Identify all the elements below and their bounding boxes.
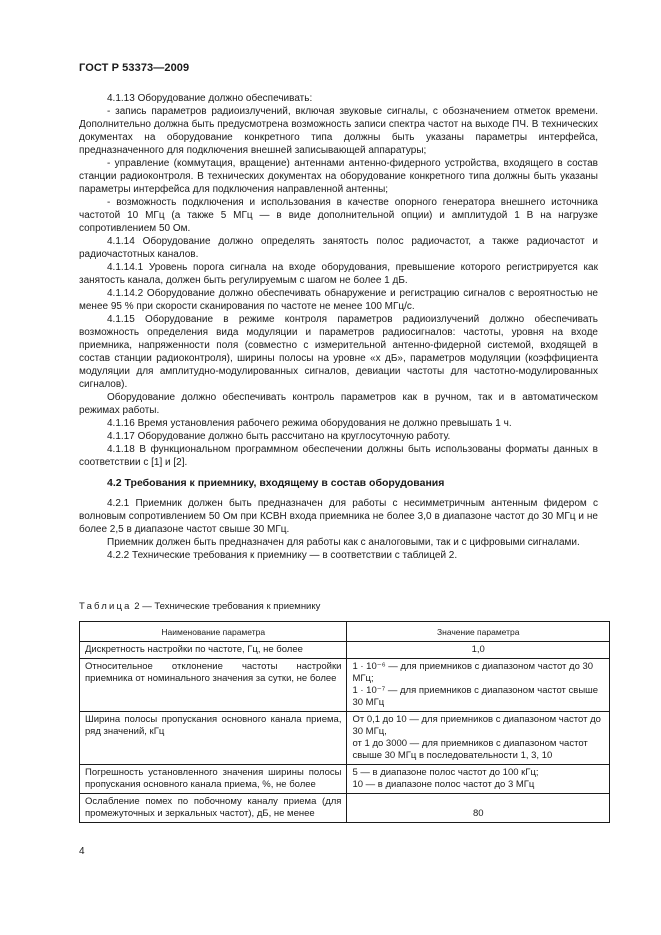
table-row	[80, 765, 610, 794]
table-caption-label: Таблица	[79, 601, 132, 612]
paragraph: - запись параметров радиоизлучений, включая звуковые сигналы, с обозначением отметок времени. Дополнительно должна быть предусмотрена возможность записи спектра частот на выходе ПЧ. В технических документах на оборудование конкретного типа должны быть указаны параметры интерфейса, предназначенного для подключения внешней записывающей аппаратуры;	[79, 106, 598, 156]
parameter-name-cell: Погрешность установленного значения ширины полосы пропускания основного канала приема, %, не более	[80, 765, 347, 794]
paragraph: 4.1.14.2 Оборудование должно обеспечивать обнаружение и регистрацию сигналов с вероятностью не менее 95 % при скорости сканирования по частоте не менее 100 МГц/с.	[79, 288, 598, 312]
table-caption-text: 2 — Технические требования к приемнику	[131, 601, 321, 612]
paragraph: 4.1.14.1 Уровень порога сигнала на входе оборудования, превышение которого регистрируется как занятость канала, должен быть регулируемым с шагом не более 1 дБ.	[79, 262, 598, 286]
paragraph: - управление (коммутация, вращение) антеннами антенно-фидерного устройства, входящего в состав станции радиоконтроля. В технических документах на оборудование конкретного типа должны быть указаны параметры интерфейса для подключения направленной антенны;	[79, 158, 598, 195]
value-line: от 1 до 3000 — для приемников с диапазоном частот свыше 30 МГц в последовательности 1, 3, 10	[352, 738, 588, 761]
value-line: 1 · 10⁻⁷ — для приемников с диапазоном частот свыше 30 МГц	[352, 685, 599, 708]
parameter-value-cell	[347, 642, 610, 659]
paragraph: 4.1.18 В функциональном программном обеспечении должны быть использованы форматы данных в соответствии с [1] и [2].	[79, 444, 598, 468]
table-row	[80, 659, 610, 712]
table-caption	[79, 600, 320, 613]
parameter-value-cell	[347, 712, 610, 765]
paragraph: 4.1.16 Время установления рабочего режима оборудования не должно превышать 1 ч.	[107, 418, 512, 429]
table-row	[80, 712, 610, 765]
document-body	[79, 92, 598, 562]
paragraph: 4.2.2 Технические требования к приемнику — в соответствии с таблицей 2.	[107, 550, 458, 561]
section-heading: 4.2 Требования к приемнику, входящему в состав оборудования	[107, 477, 445, 489]
paragraph: Оборудование должно обеспечивать контроль параметров как в ручном, так и в автоматическом режимах работы.	[79, 392, 598, 416]
paragraph: 4.1.15 Оборудование в режиме контроля параметров радиоизлучений должно обеспечивать возможность определения вида модуляции и параметров радиосигналов: частоты, уровня на входе приемника, напряженности поля (совместно с измерительной антенно-фидерной системой, входящей в состав станции радиоконтроля), ширины полосы на уровне «x дБ», параметров модуляции (коэффициента модуляции для амплитудно-модулированных сигналов, девиации частоты для частотно-модулированных сигналов).	[79, 314, 598, 390]
column-header: Значение параметра	[347, 622, 610, 642]
paragraph: 4.1.14 Оборудование должно определять занятость полос радиочастот, а также радиочастот и радиочастотных каналов.	[79, 236, 598, 260]
parameter-name-cell: Ослабление помех по побочному каналу приема (для промежуточных и зеркальных частот), дБ, не менее	[80, 794, 347, 823]
parameter-value-cell	[347, 794, 610, 823]
table-row	[80, 642, 610, 659]
page-number: 4	[79, 846, 85, 857]
parameter-name-cell: Относительное отклонение частоты настройки приемника от номинального значения за сутки, не более	[80, 659, 347, 712]
value-line: 80	[472, 808, 484, 819]
parameter-name-cell: Дискретность настройки по частоте, Гц, не более	[80, 642, 347, 659]
paragraph: 4.2.1 Приемник должен быть предназначен для работы с несимметричным антенным фидером с волновым сопротивлением 50 Ом при КСВН входа приемника не более 3,0 в диапазоне частот до 30 МГц и не более 2,5 в диапазоне частот свыше 30 МГц.	[79, 498, 598, 535]
paragraph: 4.1.13 Оборудование должно обеспечивать:	[107, 93, 313, 104]
column-header: Наименование параметра	[80, 622, 347, 642]
table-header-row	[80, 622, 610, 642]
value-line: 5 — в диапазоне полос частот до 100 кГц;	[352, 767, 539, 778]
value-line: 10 — в диапазоне полос частот до 3 МГц	[352, 779, 535, 790]
value-line: От 0,1 до 10 — для приемников с диапазоном частот до 30 МГц,	[352, 714, 601, 737]
value-line: 1,0	[471, 644, 485, 655]
requirements-table	[79, 621, 610, 823]
table-row	[80, 794, 610, 823]
paragraph: - возможность подключения и использования в качестве опорного генератора внешнего источника частотой 10 МГц (а также 5 МГц — в виде дополнительной опции) и амплитудой 1 В на нагрузке сопротивлением 50 Ом.	[79, 197, 598, 234]
document-header: ГОСТ Р 53373—2009	[79, 62, 190, 74]
parameter-value-cell	[347, 659, 610, 712]
paragraph: 4.1.17 Оборудование должно быть рассчитано на круглосуточную работу.	[107, 431, 451, 442]
parameter-name-cell: Ширина полосы пропускания основного канала приема, ряд значений, кГц	[80, 712, 347, 765]
parameter-value-cell	[347, 765, 610, 794]
value-line: 1 · 10⁻⁶ — для приемников с диапазоном частот до 30 МГц;	[352, 661, 594, 684]
paragraph: Приемник должен быть предназначен для работы как с аналоговыми, так и с цифровыми сигналами.	[107, 537, 580, 548]
